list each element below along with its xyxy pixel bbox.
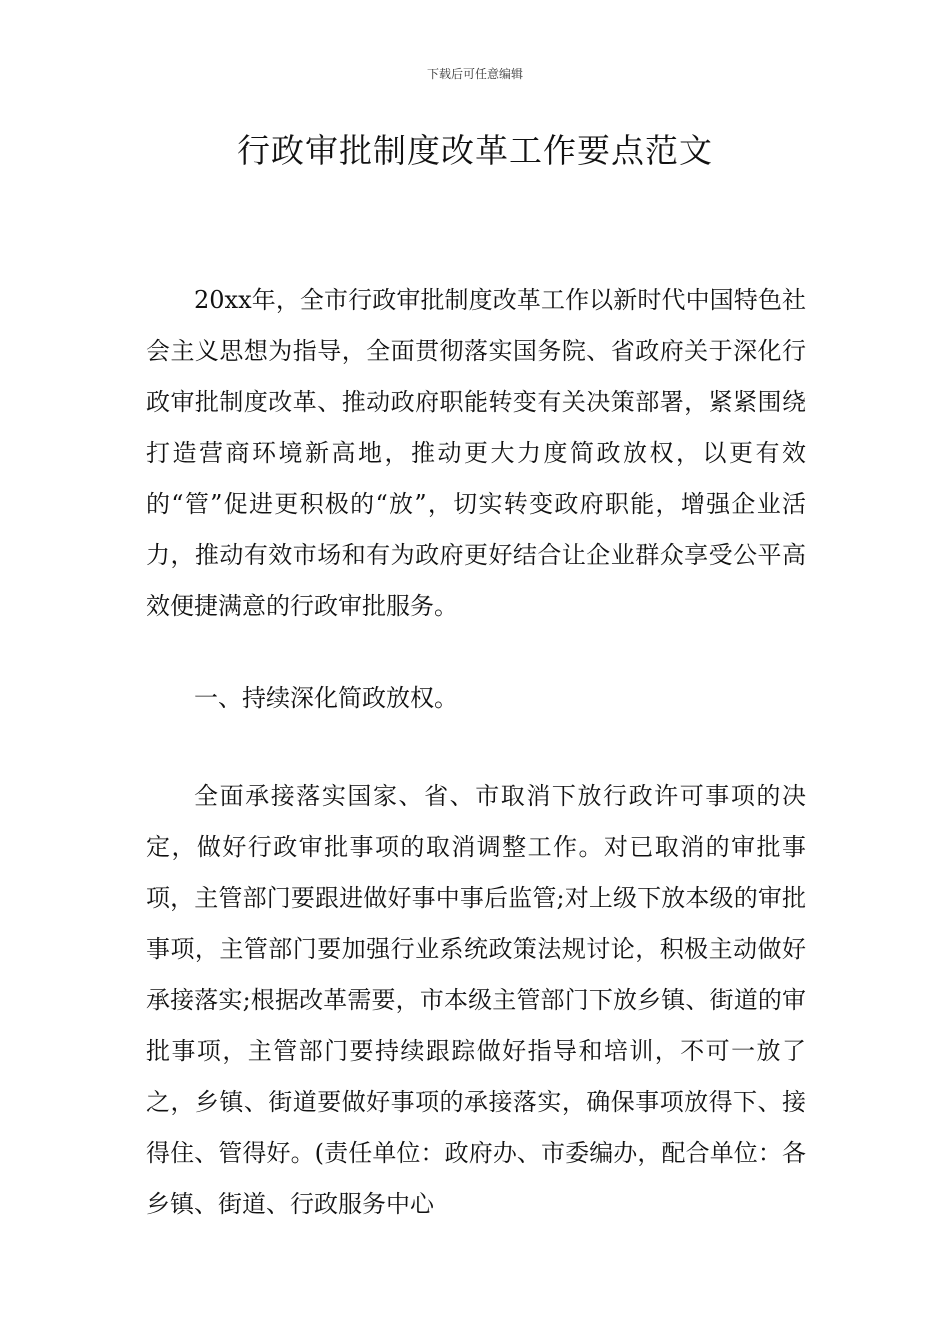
- paragraph-text: 全面承接落实国家、省、市取消下放行政许可事项的决定，做好行政审批事项的取消调整工作。对已取消的审批事项，主管部门要跟进做好事中事后监管;对上级下放本级的审批事项，主管部门要加强行业系统政策法规讨论，积极主动做好承接落实;根据改革需要，市本级主管部门下放乡镇、街道的审批事项，主管部门要持续跟踪做好指导和培训，不可一放了之，乡镇、街道要做好事项的承接落实，确保事项放得下、接得住、管得好。(责任单位：政府办、市委编办，配合单位：各乡镇、街道、行政服务中心: [146, 782, 806, 1218]
- section-heading-text: 一、持续深化简政放权。: [194, 684, 458, 712]
- document-title: 行政审批制度改革工作要点范文: [237, 131, 713, 170]
- section-heading-1: [146, 673, 806, 724]
- body-paragraph-section-1: [146, 771, 806, 1230]
- paragraph-text: 20xx年，全市行政审批制度改革工作以新时代中国特色社会主义思想为指导，全面贯彻落实国务院、省政府关于深化行政审批制度改革、推动政府职能转变有关决策部署，紧紧围绕打造营商环境新高地，推动更大力度简政放权，以更有效的“管”促进更积极的“放”，切实转变政府职能，增强企业活力，推动有效市场和有为政府更好结合让企业群众享受公平高效便捷满意的行政审批服务。: [146, 286, 806, 620]
- header-note: 下载后可任意编辑: [426, 67, 523, 81]
- body-paragraph-intro: [146, 275, 806, 632]
